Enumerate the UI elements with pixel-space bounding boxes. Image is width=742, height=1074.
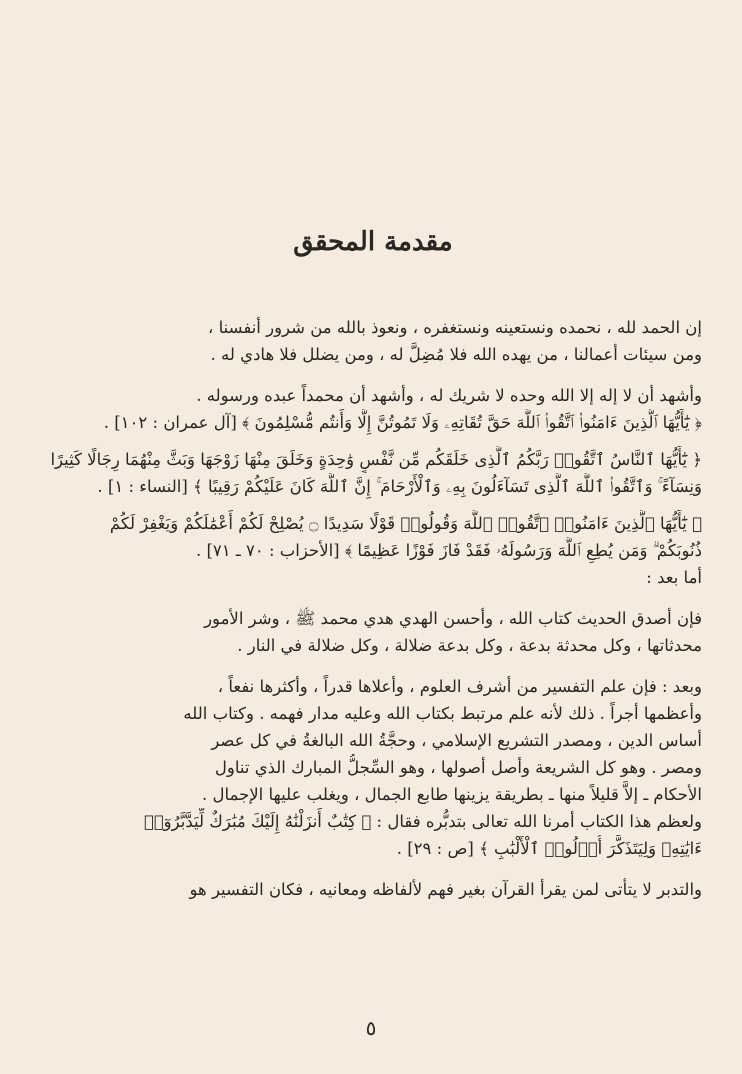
text-line: فإن أصدق الحديث كتاب الله ، وأحسن الهدي هدي محمد ﷺ ، وشر الأمور xyxy=(204,609,702,628)
text-line: ولعظم هذا الكتاب أمرنا الله تعالى بتدبُّره فقال : ﴿ كِتَٰبٌ أَنزَلْنَٰهُ إِلَيْكَ مُبَٰرَكٌ لِّيَدَّبَّرُوٓا۟ xyxy=(143,812,702,831)
page-title: مقدمة المحقق xyxy=(293,227,453,257)
quran-verse-line: ءَايَٰتِهِۦ وَلِيَتَذَكَّرَ أُو۟لُوا۟ ٱلْأَلْبَٰبِ ﴾ [ص : ٢٩] . xyxy=(396,839,702,858)
paragraph-ahzab-verse xyxy=(44,510,702,564)
paragraph-hadith xyxy=(44,605,702,659)
paragraph-tadabbur xyxy=(44,876,702,903)
text-line: وأشهد أن لا إله إلا الله وحده لا شريك له ، وأشهد أن محمداً عبده ورسوله . xyxy=(196,386,702,405)
text-line: أما بعد : xyxy=(646,568,702,587)
text-line: والتدبر لا يتأتى لمن يقرأ القرآن بغير فهم لألفاظه ومعانيه ، فكان التفسير هو xyxy=(189,880,702,899)
quran-verse-line: ذُنُوبَكُمْ ۗ وَمَن يُطِعِ ٱللَّهَ وَرَسُولَهُۥ فَقَدْ فَازَ فَوْزًا عَظِيمًا ﴾ [الأحزاب : ٧٠ ـ ٧١] . xyxy=(195,541,702,560)
paragraph-shahada xyxy=(44,382,702,436)
paragraph-tafsir-intro xyxy=(44,673,702,862)
quran-verse-line: ﴿ يَٰٓأَيُّهَا ٱلنَّاسُ ٱتَّقُوا۟ رَبَّكُمُ ٱلَّذِى خَلَقَكُم مِّن نَّفْسٍ وَٰحِدَةٍ وَخَلَقَ مِنْهَا زَوْجَهَا وَبَثَّ مِنْهُمَا رِجَالًا كَثِيرًا xyxy=(50,450,702,469)
text-line: وأعظمها أجراً . ذلك لأنه علم مرتبط بكتاب الله وعليه مدار فهمه . وكتاب الله xyxy=(183,704,702,723)
page-number: ٥ xyxy=(365,1016,377,1040)
text-line: محدثاتها ، وكل محدثة بدعة ، وكل بدعة ضلالة ، وكل ضلالة في النار . xyxy=(237,636,702,655)
text-line: ومن سيئات أعمالنا ، من يهده الله فلا مُضِلَّ له ، ومن يضلل فلا هادي له . xyxy=(210,345,702,364)
text-line: أساس الدين ، ومصدر التشريع الإسلامي ، وحجَّةُ الله البالغةُ في كل عصر xyxy=(211,731,702,750)
quran-verse-line: ﴿ يَٰٓأَيُّهَا ٱلَّذِينَ ءَامَنُوا۟ ٱتَّقُوا۟ ٱللَّهَ حَقَّ تُقَاتِهِۦ وَلَا تَمُوتُنَّ إِلَّا وَأَنتُم مُّسْلِمُونَ ﴾ [آل عمران : ١٠٢] . xyxy=(103,413,702,432)
paragraph-opening xyxy=(44,314,702,368)
paragraph-nisa-verse xyxy=(44,446,702,500)
text-line: وبعد : فإن علم التفسير من أشرف العلوم ، وأعلاها قدراً ، وأكثرها نفعاً ، xyxy=(217,677,702,696)
paragraph-amma-bad xyxy=(44,564,702,591)
quran-verse-line: وَنِسَآءً ۚ وَٱتَّقُوا۟ ٱللَّهَ ٱلَّذِى تَسَآءَلُونَ بِهِۦ وَٱلْأَرْحَامَ ۚ إِنَّ ٱللَّهَ كَانَ عَلَيْكُمْ رَقِيبًا ﴾ [النساء : ١] . xyxy=(97,477,702,496)
text-line: ومصر . وهو كل الشريعة وأصل أصولها ، وهو السِّجلُّ المبارك الذي تناول xyxy=(214,758,702,777)
quran-verse-line: ﴿ يَٰٓأَيُّهَا ٱلَّذِينَ ءَامَنُوا۟ ٱتَّقُوا۟ ٱللَّهَ وَقُولُوا۟ قَوْلًا سَدِيدًا ۝ يُصْلِحْ لَكُمْ أَعْمَٰلَكُمْ وَيَغْفِرْ لَكُمْ xyxy=(109,514,702,533)
text-line: إن الحمد لله ، نحمده ونستعينه ونستغفره ، ونعوذ بالله من شرور أنفسنا ، xyxy=(208,318,702,337)
text-line: الأحكام ـ إلاَّ قليلاً منها ـ بطريقة يزينها طابع الجمال ، ويغلب عليها الإجمال . xyxy=(202,785,702,804)
